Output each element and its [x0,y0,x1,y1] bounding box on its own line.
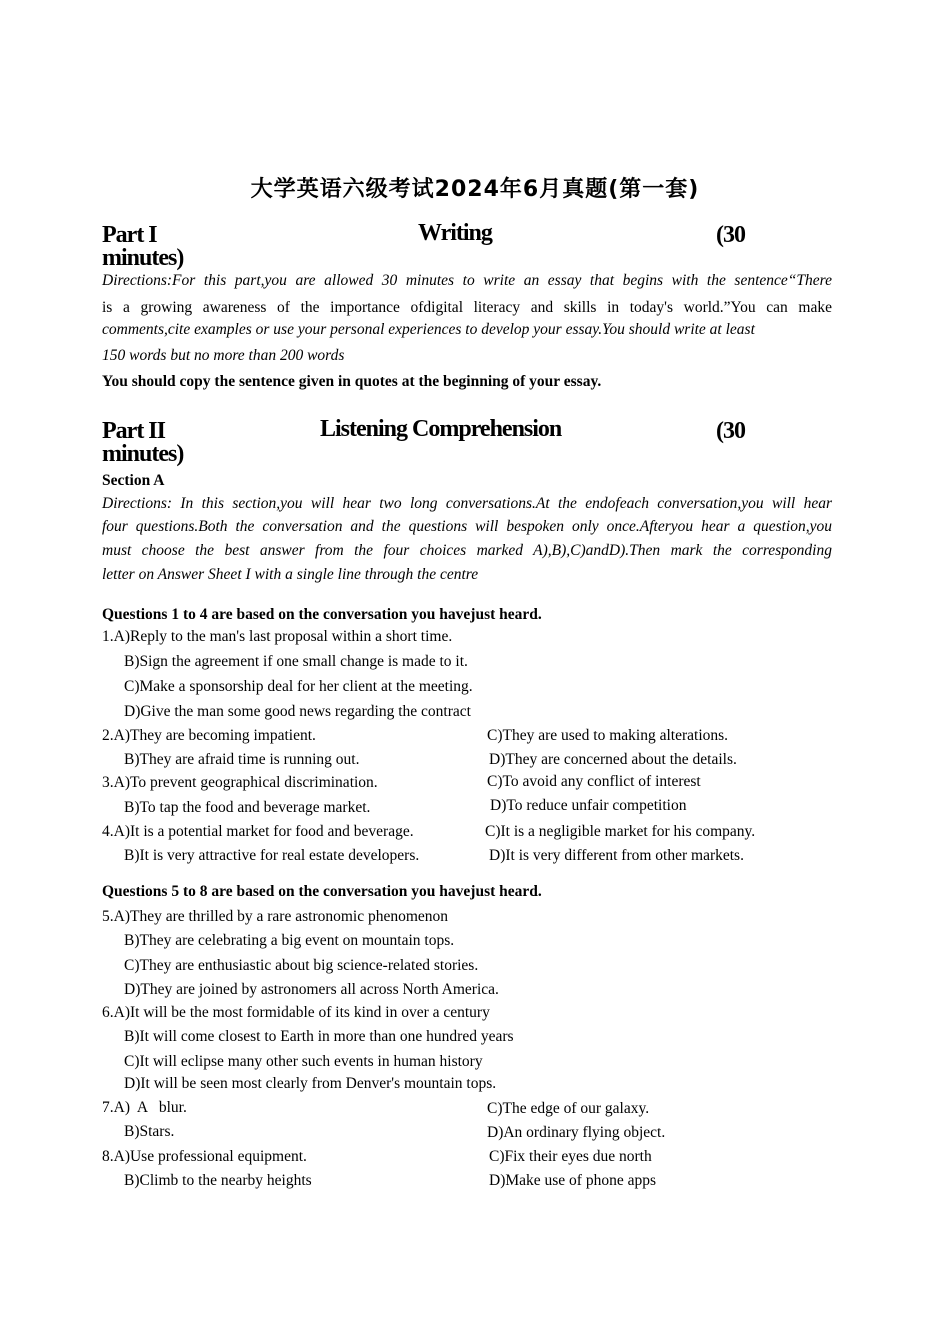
part1-directions-line: Directions:For this part,you are allowed 30 minutes to write an essay that begins with the sentence“There [102,272,832,289]
q2-option-b: B)They are afraid time is running out. [124,751,360,768]
part2-time-unit: minutes) [102,441,184,467]
part1-label: Part I [102,222,157,248]
q2-option-a: 2.A)They are becoming impatient. [102,727,316,744]
q6-option-c: C)It will eclipse many other such events in human history [124,1053,483,1070]
q6-option-d: D)It will be seen most clearly from Denver's mountain tops. [124,1075,497,1092]
q2-option-d: D)They are concerned about the details. [489,751,737,768]
part2-name: Listening Comprehension [320,416,562,442]
q1-option-d: D)Give the man some good news regarding the contract [124,703,471,720]
q1-option-a: 1.A)Reply to the man's last proposal within a short time. [102,628,453,645]
section-a-heading: Section A [102,472,165,489]
q4-option-a: 4.A)It is a potential market for food and beverage. [102,823,414,840]
part2-label: Part II [102,418,165,444]
part1-time: (30 [716,222,745,248]
part1-note: You should copy the sentence given in quotes at the beginning of your essay. [102,373,602,390]
q4-option-c: C)It is a negligible market for his company. [485,823,756,840]
q3-option-c: C)To avoid any conflict of interest [487,773,701,790]
q4-option-d: D)It is very different from other markets. [489,847,744,864]
q7-option-b: B)Stars. [124,1123,175,1140]
q7-option-d: D)An ordinary flying object. [487,1124,666,1141]
q2-option-c: C)They are used to making alterations. [487,727,729,744]
q5-option-a: 5.A)They are thrilled by a rare astronomic phenomenon [102,908,449,925]
part1-directions-line: is a growing awareness of the importance ofdigital literacy and skills in today's world.”You can make [102,299,832,316]
q7-option-c: C)The edge of our galaxy. [487,1100,650,1117]
part1-time-unit: minutes) [102,245,184,271]
q3-option-a: 3.A)To prevent geographical discrimination. [102,774,378,791]
q5-option-c: C)They are enthusiastic about big science-related stories. [124,957,479,974]
q5-option-d: D)They are joined by astronomers all across North America. [124,981,499,998]
q1-option-c: C)Make a sponsorship deal for her client at the meeting. [124,678,473,695]
q1-option-b: B)Sign the agreement if one small change is made to it. [124,653,468,670]
part1-directions-line: 150 words but no more than 200 words [102,347,345,364]
page-title: 大学英语六级考试2024年6月真题(第一套) [250,177,700,202]
group1-heading: Questions 1 to 4 are based on the conversation you havejust heard. [102,606,542,623]
part2-directions-line: Directions: In this section,you will hear two long conversations.At the endofeach conversation,you will hear [102,495,832,512]
part2-directions-line: letter on Answer Sheet I with a single line through the centre [102,566,479,583]
q8-option-b: B)Climb to the nearby heights [124,1172,312,1189]
part2-directions-line: must choose the best answer from the four choices marked A),B),C)andD).Then mark the corresponding [102,542,832,559]
q8-option-c: C)Fix their eyes due north [489,1148,652,1165]
q6-option-a: 6.A)It will be the most formidable of its kind in over a century [102,1004,490,1021]
q3-option-d: D)To reduce unfair competition [490,797,687,814]
part2-time: (30 [716,418,745,444]
part1-directions-line: comments,cite examples or use your personal experiences to develop your essay.You should write at least [102,321,755,338]
part1-name: Writing [418,220,492,246]
q8-option-a: 8.A)Use professional equipment. [102,1148,307,1165]
q7-option-a: 7.A) A blur. [102,1099,187,1116]
q3-option-b: B)To tap the food and beverage market. [124,799,371,816]
q6-option-b: B)It will come closest to Earth in more than one hundred years [124,1028,514,1045]
q4-option-b: B)It is very attractive for real estate developers. [124,847,420,864]
part2-directions-line: four questions.Both the conversation and the questions will bespoken only once.Afteryou hear a question,you [102,518,832,535]
group2-heading: Questions 5 to 8 are based on the conversation you havejust heard. [102,883,542,900]
q8-option-d: D)Make use of phone apps [489,1172,657,1189]
q5-option-b: B)They are celebrating a big event on mountain tops. [124,932,455,949]
